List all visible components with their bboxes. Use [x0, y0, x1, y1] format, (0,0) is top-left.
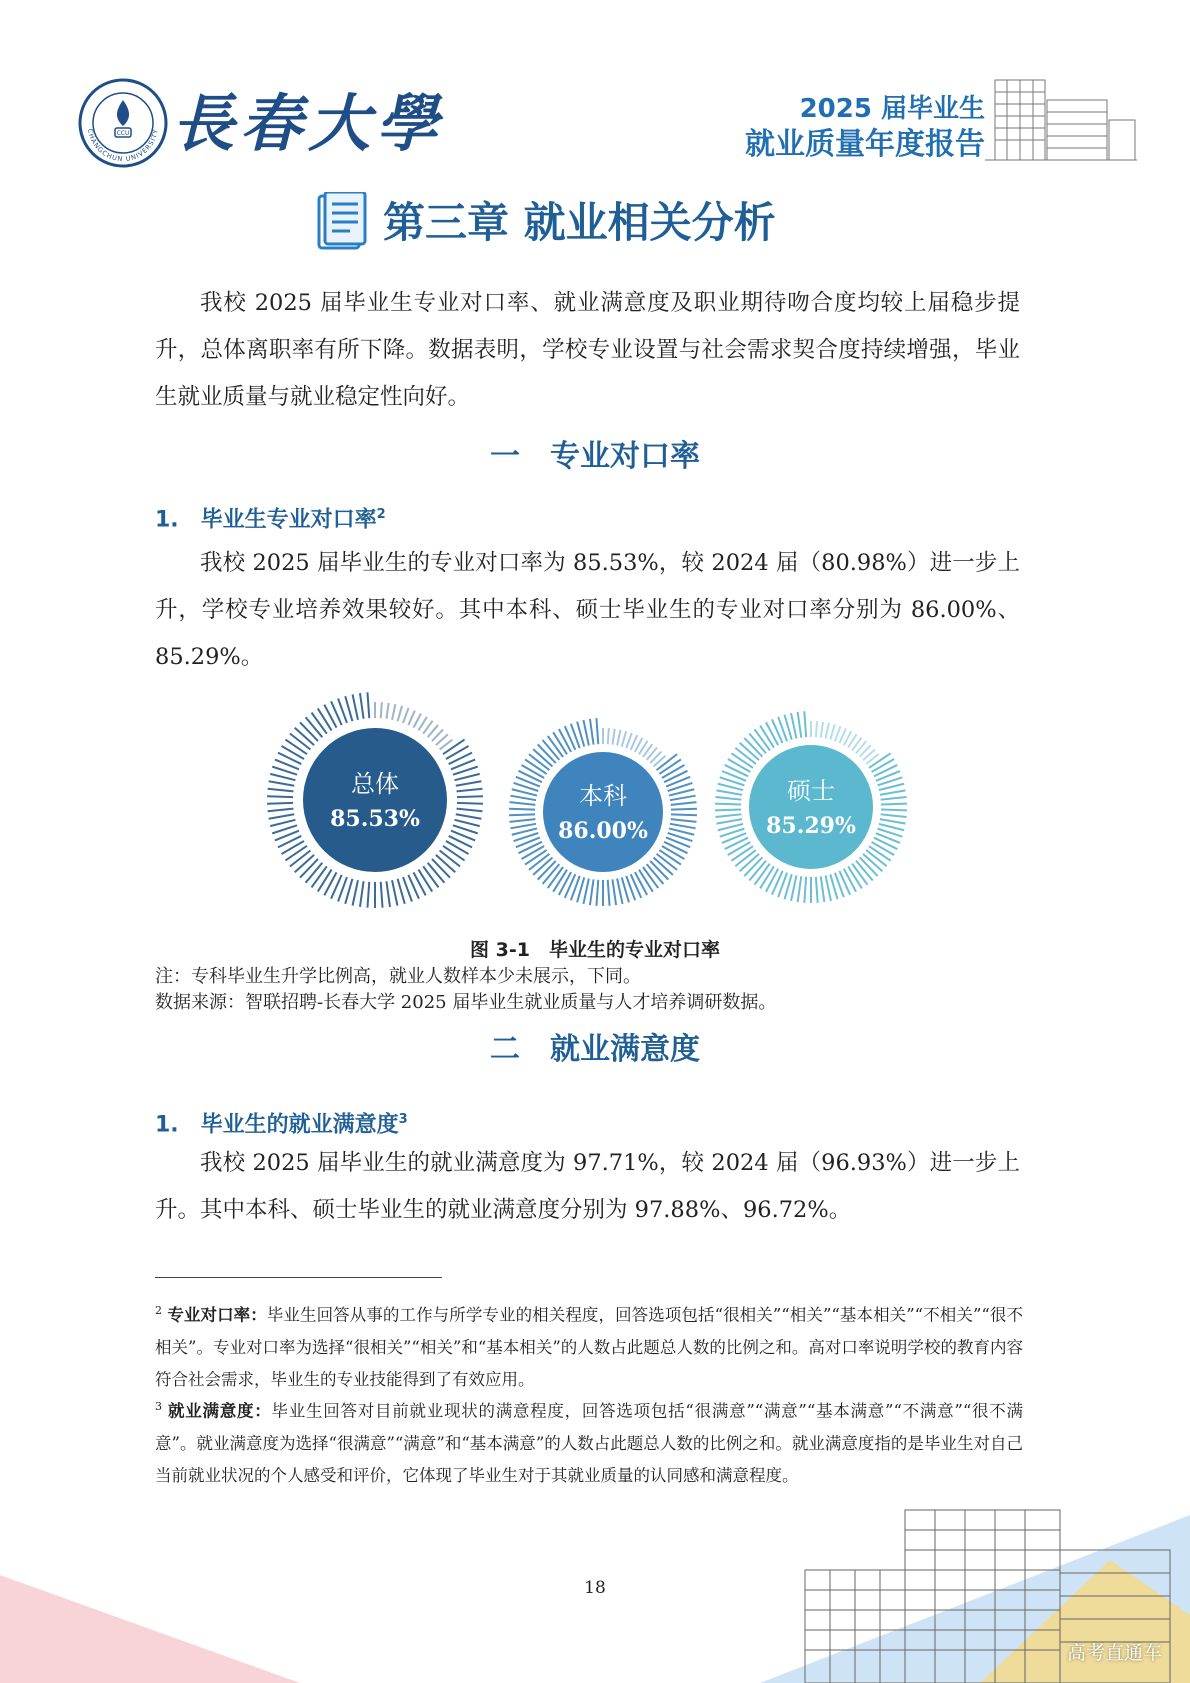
dial-center-disc: [749, 745, 873, 869]
dial-tick: [267, 796, 293, 797]
dial-tick: [345, 696, 352, 721]
dial-tick: [559, 729, 571, 752]
dial-tick: [519, 842, 542, 853]
dial-tick: [345, 879, 352, 904]
dial-tick: [306, 863, 323, 883]
footnote-2-text: 毕业生回答从事的工作与所学专业的相关程度，回答选项包括“很相关”“相关”“基本相关”“不相关”“很不相关”。专业对口率为选择“很相关”“相关”和“基本相关”的人数占此题总人数的比例之和。高对口率说明学校的教育内容符合社会需求，毕业生的专业技能得到了有效应用。: [155, 1305, 1023, 1389]
dial-tick: [559, 872, 571, 895]
dial-tick: [830, 724, 834, 739]
dial-tick: [826, 875, 831, 900]
dial-tick: [881, 797, 907, 800]
seal-ring-text: CHANGCHUN UNIVERSITY: [86, 128, 160, 164]
dial-tick: [835, 726, 840, 741]
dial-tick: [353, 880, 358, 905]
dial-tick: [804, 877, 806, 903]
dial-center-disc: [303, 728, 447, 872]
dial-tick: [456, 814, 482, 819]
section1-title: 一 专业对口率: [490, 439, 700, 474]
footnote-2-term: 专业对口率：: [167, 1305, 267, 1325]
dial-tick: [728, 842, 751, 855]
dial-tick: [716, 819, 742, 824]
dial-tick: [509, 809, 535, 810]
dial-tick: [553, 870, 567, 892]
dial-tick: [270, 820, 295, 826]
section2-subtitle-text: 1. 毕业生的就业满意度: [155, 1112, 399, 1138]
footnote-3-text: 毕业生回答对目前就业现状的满意程度，回答选项包括“很满意”“满意”“基本满意”“不满意”“很不满意”。就业满意度为选择“很满意”“满意”和“基本满意”的人数占此题总人数的比例之和。就业满意度指的是毕业生对自己当前就业状况的个人感受和评价，它体现了毕业生对于其就业质量的认同感和满意程度。: [155, 1401, 1024, 1485]
dial-tick: [300, 859, 318, 878]
dial-tick: [455, 820, 480, 826]
dial-tick: [392, 704, 395, 720]
dial-tick: [664, 842, 687, 853]
dial-tick: [659, 759, 681, 774]
dial-tick: [881, 814, 907, 817]
section2-paragraph: 我校 2025 届毕业生的就业满意度为 97.71%，较 2024 届（96.93%）进一步上升。其中本科、硕士毕业生的就业满意度分别为 97.88%、96.72%。: [155, 1150, 1020, 1223]
dial-tick: [791, 713, 796, 738]
dial-tick: [381, 882, 383, 908]
dial-tick: [367, 692, 369, 718]
section1-subtitle-text: 1. 毕业生专业对口率: [155, 507, 377, 533]
dial-tick: [398, 706, 402, 721]
dial-tick: [510, 819, 536, 822]
dial-tick: [360, 881, 364, 907]
figure-source: 数据来源：智联招聘-长春大学 2025 届毕业生就业质量与人才培养调研数据。: [155, 992, 777, 1013]
dial-tick: [662, 846, 685, 859]
dial-tick: [798, 712, 802, 738]
dial-tick: [455, 774, 480, 780]
footnote-divider: [155, 1277, 442, 1278]
section2-subtitle: [155, 1105, 408, 1140]
dial-tick: [268, 789, 294, 792]
dial-tick: [269, 814, 295, 819]
dial-value-label: 86.00%: [558, 818, 648, 844]
watermark: 高考直通车: [1066, 1642, 1162, 1664]
dial-tick: [881, 804, 907, 805]
dial-tick: [318, 708, 332, 730]
intro-paragraph: 我校 2025 届毕业生专业对口率、就业满意度及职业期待吻合度均较上届稳步提升，总体离职率有所下降。数据表明，学校专业设置与社会需求契合度持续增强，毕业生就业质量与就业稳定性向好。: [155, 290, 1020, 410]
dial-tick: [670, 824, 696, 829]
footnote-2-number: 2: [155, 1304, 162, 1317]
dial-tick: [443, 846, 465, 861]
dial-tick: [381, 702, 382, 718]
section2-title: 二 就业满意度: [490, 1032, 700, 1067]
dial-tick: [635, 872, 647, 895]
dial-tick: [848, 866, 862, 888]
dial-tick: [715, 804, 741, 805]
dial-tick: [671, 819, 697, 822]
dial-tick: [360, 693, 364, 719]
dial-tick: [440, 850, 460, 866]
dial-tick: [639, 870, 653, 892]
dial-tick: [413, 713, 421, 727]
ring-dial-3: [715, 711, 907, 903]
dial-tick: [436, 855, 455, 872]
dial-tick: [553, 732, 567, 754]
section1-subtitle: [155, 500, 386, 535]
dial-tick: [760, 866, 774, 888]
dial-tick: [816, 877, 818, 903]
dial-tick: [285, 846, 307, 861]
dial-tick: [659, 850, 681, 865]
dial-category-label: 总体: [351, 770, 399, 798]
dial-tick: [457, 803, 483, 804]
dial-tick: [423, 866, 438, 887]
dial-tick: [839, 728, 846, 743]
dial-tick: [457, 789, 483, 792]
dial-tick: [392, 880, 397, 905]
dial-tick: [306, 717, 323, 737]
header-building-illustration: [985, 72, 1137, 164]
dial-tick: [869, 753, 891, 768]
dial-tick: [821, 876, 825, 902]
dial-tick: [760, 726, 774, 748]
footnote-2: [155, 1295, 1023, 1396]
dial-tick: [731, 846, 753, 861]
dial-tick: [268, 809, 294, 812]
dial-tick: [716, 797, 742, 800]
dial-tick: [312, 866, 327, 887]
ring-dial-1: [267, 692, 483, 908]
dial-tick: [525, 850, 547, 865]
dial-tick: [418, 717, 426, 731]
figure-note: 注：专科毕业生升学比例高，就业人数样本少未展示，下同。: [155, 966, 641, 987]
dial-tick: [816, 721, 817, 737]
dial-tick: [290, 734, 310, 750]
dial-tick: [270, 774, 295, 780]
dial-category-label: 硕士: [787, 777, 835, 805]
dial-tick: [510, 796, 536, 801]
dial-tick: [269, 781, 295, 786]
dial-tick: [318, 870, 332, 892]
dial-tick: [612, 879, 616, 905]
dial-tick: [766, 869, 778, 892]
dial-tick: [522, 765, 545, 778]
dial-tick: [312, 713, 327, 734]
dial-tick: [608, 880, 610, 906]
dial-tick: [798, 876, 802, 902]
dial-tick: [617, 730, 620, 746]
section1-paragraph: 我校 2025 届毕业生的专业对口率为 85.53%，较 2024 届（80.98%）进一步上升，学校专业培养效果较好。其中本科、硕士毕业生的专业对口率分别为 86.00%、85.29%。: [155, 550, 1020, 670]
seal-center-text: CCU: [116, 130, 130, 137]
dial-tick: [716, 790, 742, 795]
dial-tick: [300, 722, 318, 741]
dial-tick: [596, 718, 598, 744]
ring-dial-2: [509, 718, 697, 906]
dial-tick: [872, 842, 895, 855]
dial-tick: [456, 781, 482, 786]
dial-tick: [522, 846, 545, 859]
dial-tick: [367, 882, 369, 908]
dial-tick: [510, 824, 536, 829]
dial-tick: [443, 740, 465, 755]
dial-tick: [596, 880, 598, 906]
dial-tick: [353, 694, 358, 719]
dial-tick: [519, 771, 542, 782]
dial-tick: [804, 711, 806, 737]
dial-tick: [622, 731, 626, 746]
dial-tick: [590, 879, 594, 905]
dial-tick: [755, 864, 770, 885]
university-name-logo: 長春大學: [172, 87, 445, 160]
dial-tick: [290, 850, 310, 866]
dial-tick: [267, 803, 293, 804]
dial-tick: [398, 879, 405, 904]
dial-value-label: 85.29%: [766, 813, 856, 839]
dial-tick: [608, 728, 609, 744]
dial-tick: [386, 703, 388, 719]
dial-tick: [386, 881, 390, 907]
dial-tick: [664, 771, 687, 782]
footnote-3-number: 3: [155, 1400, 162, 1413]
dial-tick: [671, 814, 697, 815]
report-title-line1: 2025 届毕业生: [799, 94, 985, 124]
dial-tick: [626, 733, 631, 748]
dial-tick: [583, 720, 588, 745]
dial-tick: [509, 814, 535, 815]
dial-tick: [295, 728, 314, 745]
dial-tick: [418, 870, 432, 892]
dial-tick: [590, 719, 594, 745]
dial-tick: [755, 729, 770, 750]
dial-value-label: 85.53%: [330, 806, 420, 832]
dial-tick: [872, 759, 895, 772]
bottom-decoration: [0, 1455, 1190, 1683]
report-title-line2: 就业质量年度报告: [745, 127, 985, 162]
dial-tick: [869, 846, 891, 861]
dial-tick: [766, 722, 778, 745]
dial-tick: [432, 859, 450, 878]
dial-tick: [428, 863, 445, 883]
dial-tick: [285, 740, 307, 755]
dial-tick: [525, 759, 547, 774]
university-seal-logo: [78, 78, 168, 168]
dial-tick: [408, 710, 415, 725]
dial-tick: [821, 722, 823, 738]
dial-tick: [662, 765, 685, 778]
dial-center-disc: [543, 752, 663, 872]
dial-tick: [728, 759, 751, 772]
dial-tick: [844, 869, 856, 892]
dial-tick: [880, 790, 906, 795]
dial-tick: [791, 875, 796, 900]
dial-tick: [716, 814, 742, 817]
dial-tick: [457, 796, 483, 797]
dial-tick: [826, 723, 829, 739]
dial-tick: [510, 802, 536, 805]
dial-tick: [881, 809, 907, 810]
footnote-ref-2[interactable]: 2: [376, 507, 386, 522]
dial-tick: [880, 819, 906, 824]
dial-tick: [457, 809, 483, 812]
match-rate-ring-chart: [255, 685, 915, 920]
dial-tick: [715, 809, 741, 810]
dial-tick: [617, 879, 622, 904]
document-icon: [315, 192, 369, 252]
page-number: 18: [584, 1578, 606, 1598]
dial-tick: [583, 879, 588, 904]
dial-tick: [671, 809, 697, 810]
dial-tick: [731, 753, 753, 768]
dial-tick: [295, 855, 314, 872]
dial-tick: [670, 796, 696, 801]
chapter-title: 第三章 就业相关分析: [383, 198, 776, 247]
dial-tick: [852, 864, 867, 885]
footnote-3-term: 就业满意度：: [168, 1401, 272, 1421]
footnote-ref-3[interactable]: 3: [398, 1112, 408, 1127]
dial-tick: [403, 708, 408, 723]
dial-tick: [612, 729, 614, 745]
figure-caption: 图 3-1 毕业生的专业对口率: [470, 939, 720, 961]
dial-tick: [671, 802, 697, 805]
dial-category-label: 本科: [579, 782, 627, 810]
